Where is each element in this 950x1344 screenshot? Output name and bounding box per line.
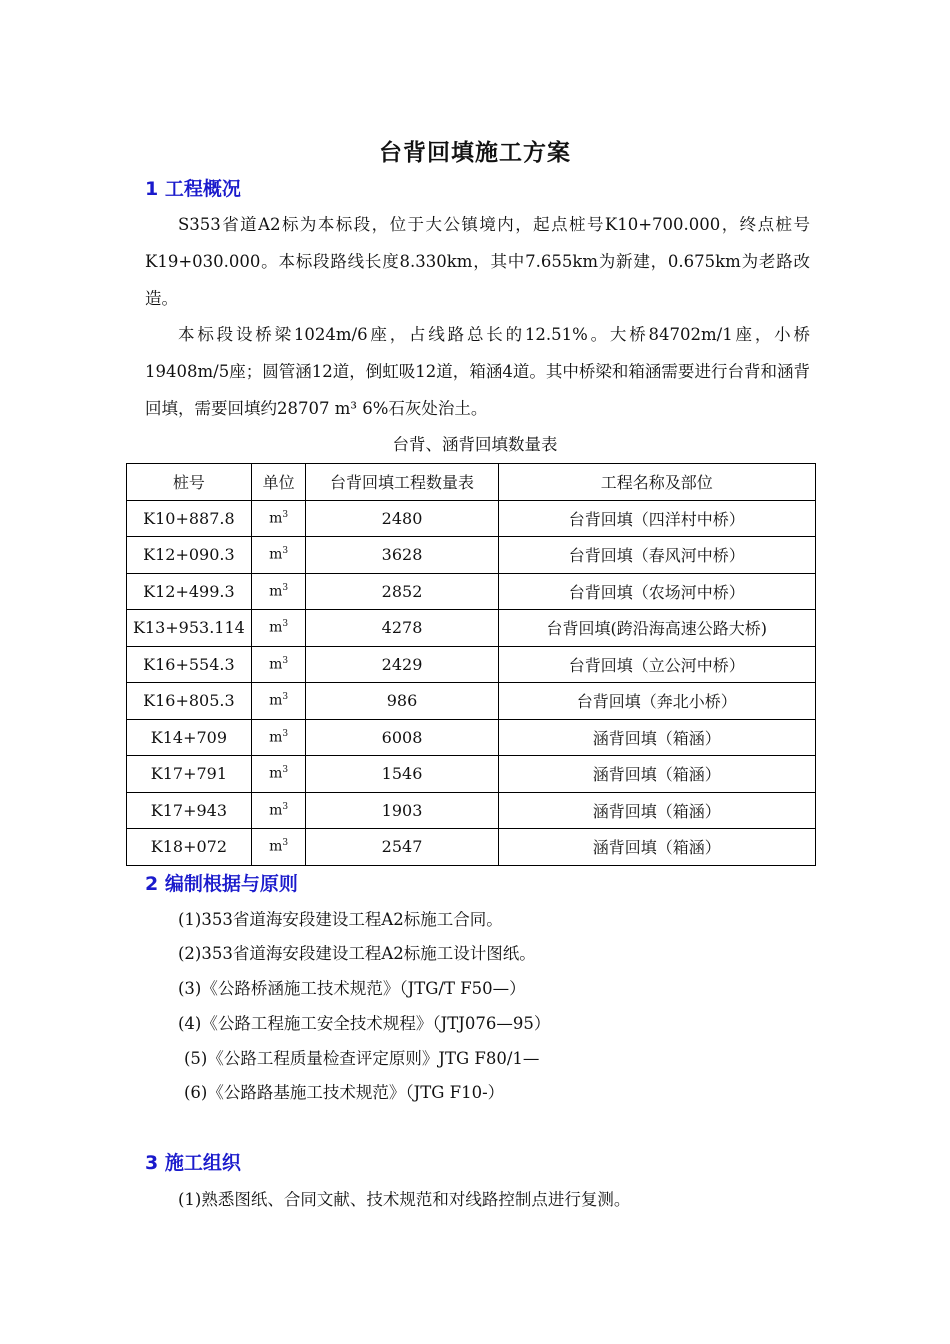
cell-unit [251,719,306,756]
cell-unit [251,573,306,610]
list-item-basis-4: (4)《公路工程施工安全技术规程》（JTJ076—95） [178,1014,551,1033]
unit-base: m [269,583,283,600]
section-heading-2: 2 编制根据与原则 [145,873,298,895]
cell-quantity: 2547 [306,829,498,866]
table-row [127,537,816,574]
cell-project-name: 台背回填（四洋村中桥） [498,500,815,537]
table-row [127,573,816,610]
list-item-basis-6: (6)《公路路基施工技术规范》（JTG F10-） [184,1083,505,1102]
paragraph-overview-1: S353省道A2标为本标段，位于大公镇境内，起点桩号K10+700.000，终点桩号K19+030.000。本标段路线长度8.330km，其中7.655km为新建，0.675km为老路改造。 [145,215,810,308]
cell-unit [251,500,306,537]
unit-exponent: 3 [282,765,289,776]
unit-exponent: 3 [282,801,289,812]
cell-station: K12+090.3 [127,537,252,574]
cell-quantity: 6008 [306,719,498,756]
cell-unit [251,792,306,829]
cell-station: K16+805.3 [127,683,252,720]
cell-station: K14+709 [127,719,252,756]
table-row [127,646,816,683]
unit-base: m [269,802,283,819]
unit-exponent: 3 [282,728,289,739]
cell-quantity: 1903 [306,792,498,829]
unit-base: m [269,547,283,564]
unit-exponent: 3 [282,692,289,703]
cell-unit [251,829,306,866]
cell-project-name: 台背回填（奔北小桥） [498,683,815,720]
cell-project-name: 涵背回填（箱涵） [498,756,815,793]
unit-exponent: 3 [282,838,289,849]
table-row [127,500,816,537]
cell-quantity: 4278 [306,610,498,647]
cell-project-name: 涵背回填（箱涵） [498,719,815,756]
table-row [127,792,816,829]
section-heading-1: 1 工程概况 [145,178,241,200]
table-row [127,683,816,720]
cell-station: K12+499.3 [127,573,252,610]
table-row [127,719,816,756]
list-item-basis-3: (3)《公路桥涵施工技术规范》（JTG/T F50—） [178,979,526,998]
cell-quantity: 2429 [306,646,498,683]
cell-unit [251,756,306,793]
cell-project-name: 台背回填(跨沿海高速公路大桥) [498,610,815,647]
cell-quantity: 3628 [306,537,498,574]
header-quantity: 台背回填工程数量表 [306,464,498,501]
unit-exponent: 3 [282,546,289,557]
table-caption: 台背、涵背回填数量表 [392,435,558,454]
cell-station: K17+943 [127,792,252,829]
unit-base: m [269,620,283,637]
cell-quantity: 1546 [306,756,498,793]
cell-quantity: 986 [306,683,498,720]
table-header-row [127,464,816,501]
cell-station: K13+953.114 [127,610,252,647]
table-row [127,756,816,793]
unit-exponent: 3 [282,582,289,593]
section-heading-3: 3 施工组织 [145,1152,241,1174]
cell-station: K10+887.8 [127,500,252,537]
cell-unit [251,646,306,683]
cell-station: K16+554.3 [127,646,252,683]
list-item-basis-1: (1)353省道海安段建设工程A2标施工合同。 [178,910,503,929]
list-item-basis-2: (2)353省道海安段建设工程A2标施工设计图纸。 [178,944,536,963]
cell-station: K18+072 [127,829,252,866]
unit-base: m [269,839,283,856]
paragraph-overview-2: 本标段设桥梁1024m/6座，占线路总长的12.51%。大桥84702m/1座，小桥19408m/5座；圆管涵12道，倒虹吸12道，箱涵4道。其中桥梁和箱涵需要进行台背和涵背回填，需要回填约28707 m³ 6%石灰处治土。 [145,325,810,418]
unit-base: m [269,693,283,710]
document-title: 台背回填施工方案 [379,140,571,166]
cell-unit [251,537,306,574]
cell-project-name: 台背回填（春风河中桥） [498,537,815,574]
cell-station: K17+791 [127,756,252,793]
cell-project-name: 涵背回填（箱涵） [498,829,815,866]
header-unit: 单位 [251,464,306,501]
list-item-organization-1: (1)熟悉图纸、合同文献、技术规范和对线路控制点进行复测。 [178,1190,631,1209]
cell-unit [251,610,306,647]
cell-unit [251,683,306,720]
unit-exponent: 3 [282,509,289,520]
table-row [127,829,816,866]
header-station: 桩号 [127,464,252,501]
unit-base: m [269,766,283,783]
cell-project-name: 台背回填（立公河中桥） [498,646,815,683]
list-item-basis-5: (5)《公路工程质量检查评定原则》JTG F80/1— [184,1049,540,1068]
unit-base: m [269,510,283,527]
table-row [127,610,816,647]
table-body [127,500,816,865]
unit-base: m [269,729,283,746]
unit-base: m [269,656,283,673]
cell-project-name: 涵背回填（箱涵） [498,792,815,829]
cell-quantity: 2852 [306,573,498,610]
cell-quantity: 2480 [306,500,498,537]
cell-project-name: 台背回填（农场河中桥） [498,573,815,610]
header-project-name: 工程名称及部位 [498,464,815,501]
unit-exponent: 3 [282,655,289,666]
quantity-table [126,463,816,866]
unit-exponent: 3 [282,619,289,630]
